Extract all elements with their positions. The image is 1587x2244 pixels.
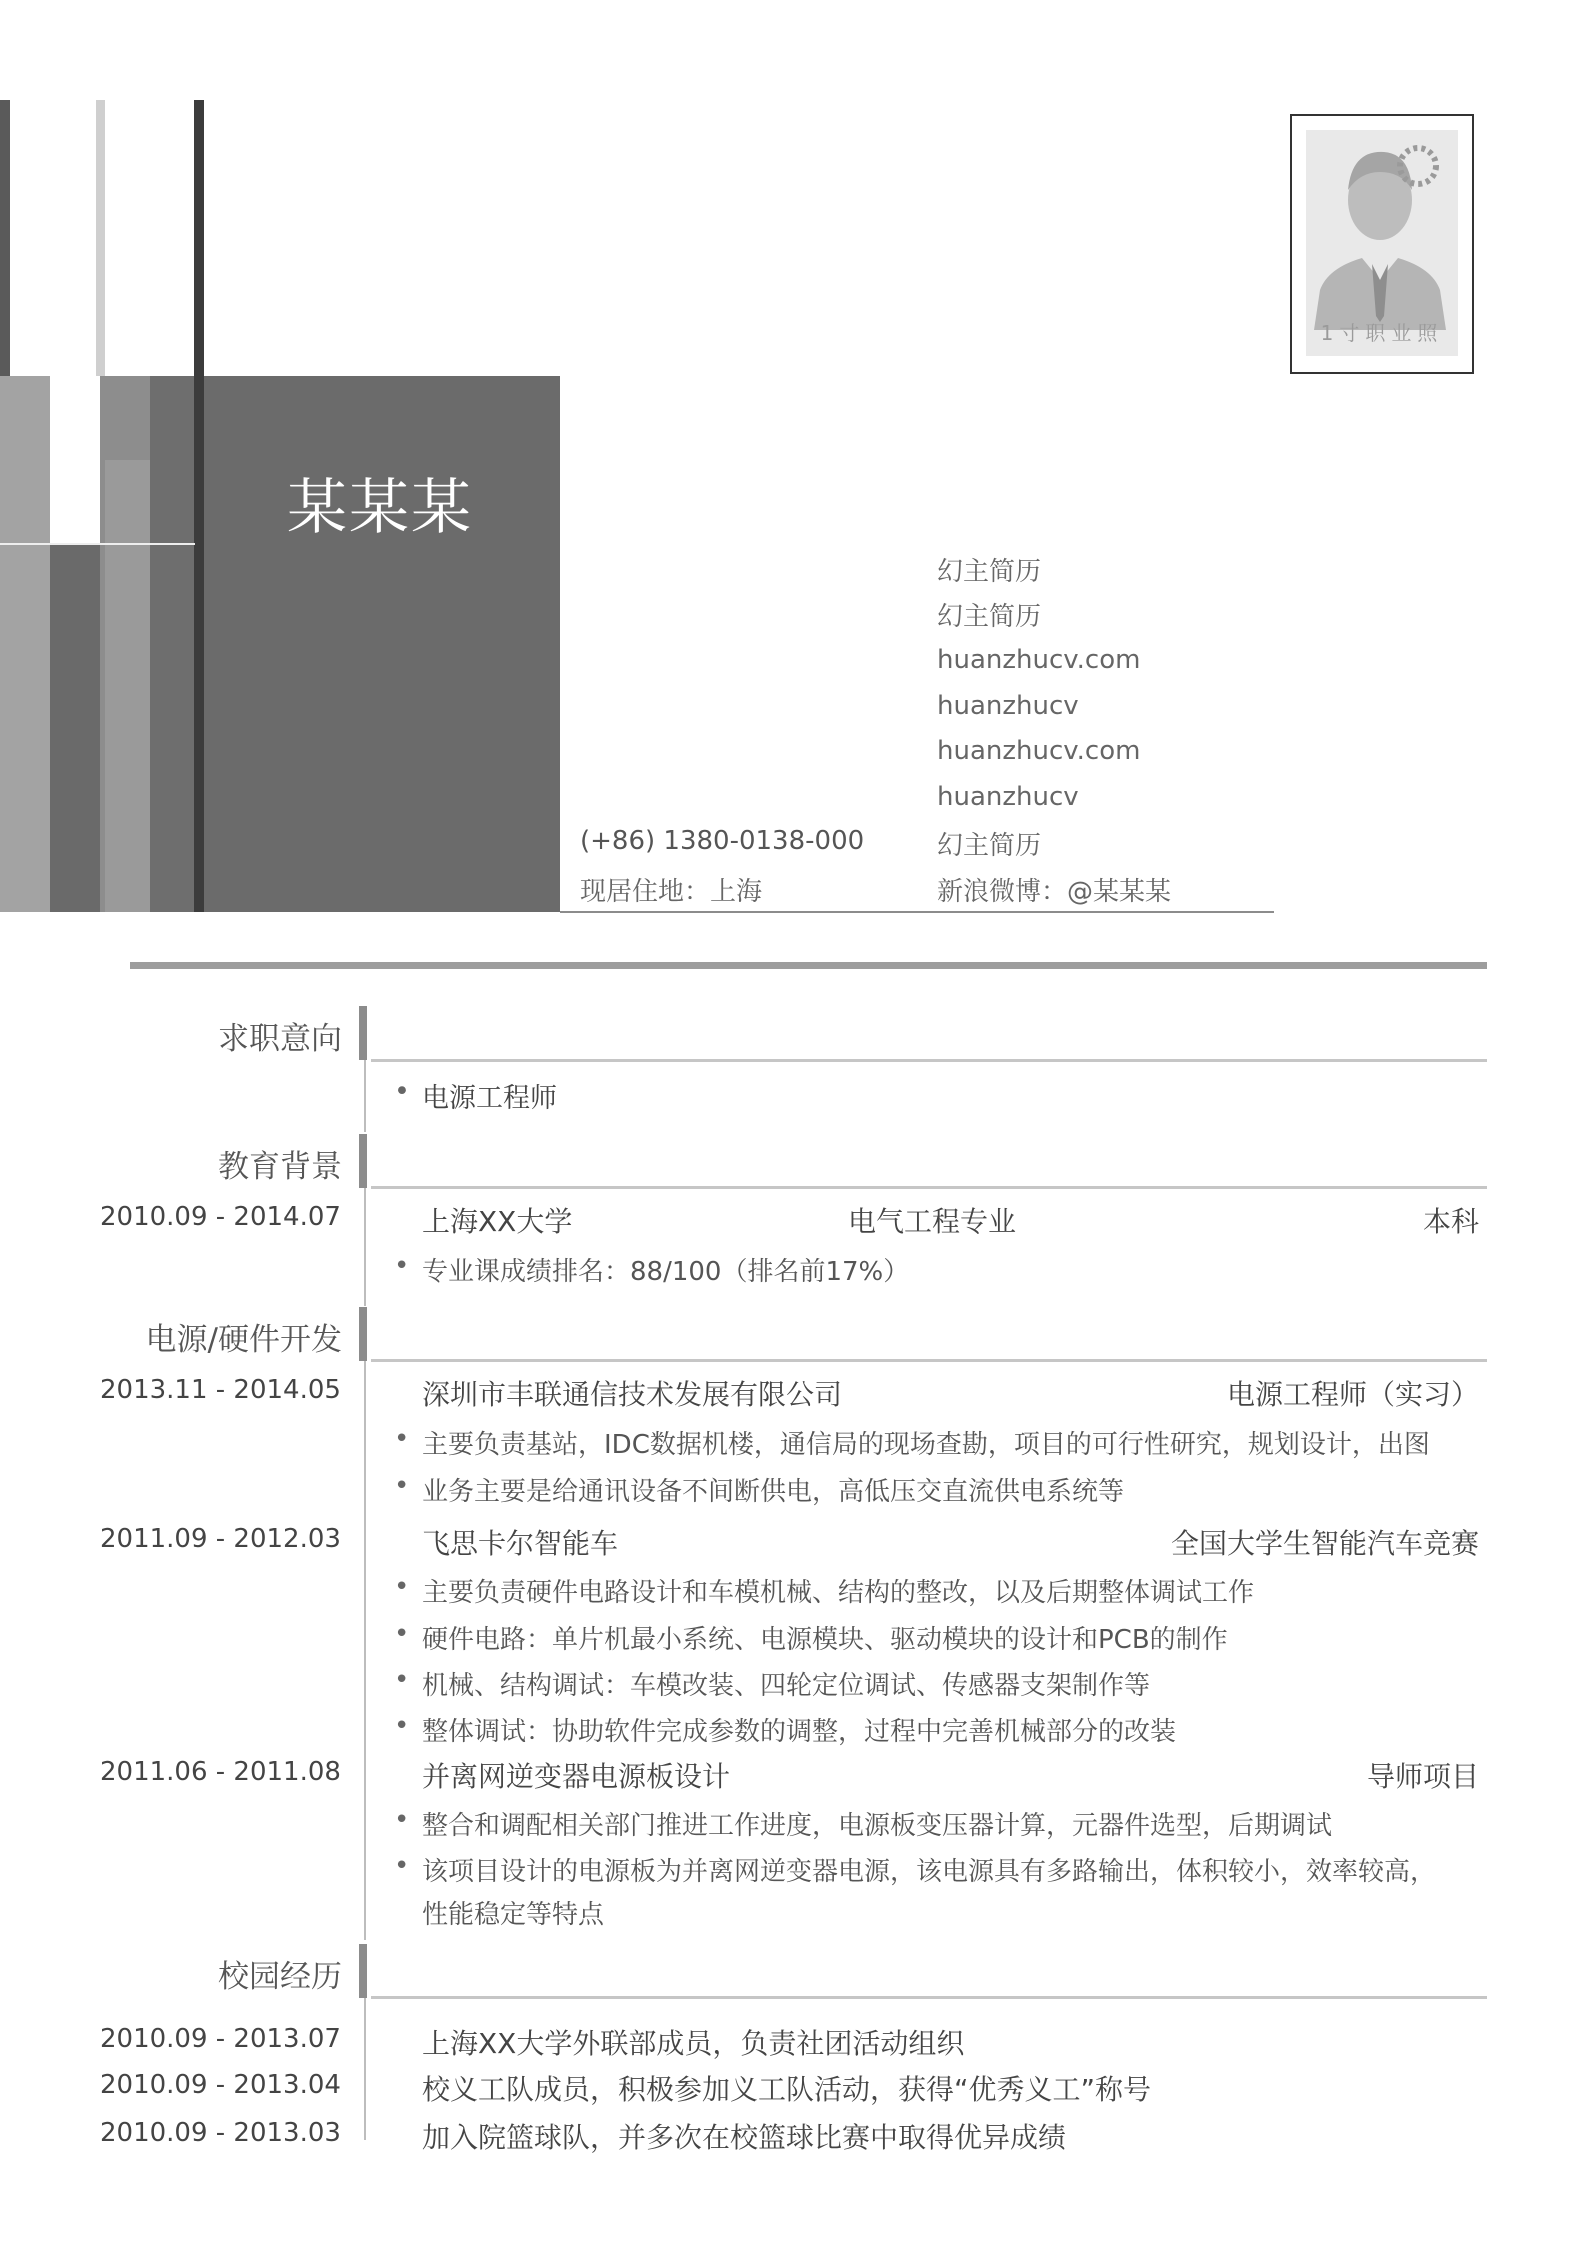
contact-line: huanzhucv.com xyxy=(937,736,1141,766)
section-title-objective: 求职意向 xyxy=(218,1021,342,1057)
divider xyxy=(130,962,1487,969)
experience-date: 2011.09 - 2012.03 xyxy=(100,1524,341,1554)
timeline-line xyxy=(364,1996,366,2140)
campus-item: 上海XX大学外联部成员，负责社团活动组织 xyxy=(422,2027,965,2060)
experience-role: 全国大学生智能汽车竞赛 xyxy=(1170,1527,1479,1560)
phone: (+86) 1380-0138-000 xyxy=(580,826,865,856)
campus-item: 加入院篮球队，并多次在校篮球比赛中取得优异成绩 xyxy=(422,2121,1067,2154)
deco-bar xyxy=(50,543,100,912)
section-title-campus: 校园经历 xyxy=(218,1959,342,1995)
bullet-text: 该项目设计的电源板为并离网逆变器电源，该电源具有多路输出，体积较小，效率较高， xyxy=(422,1857,1437,1887)
section-line xyxy=(371,1996,1487,1999)
contact-line: huanzhucv xyxy=(937,691,1079,721)
photo-frame xyxy=(1306,130,1458,356)
deco-bar xyxy=(150,376,195,912)
campus-date: 2010.09 - 2013.04 xyxy=(100,2070,341,2100)
school-name: 上海XX大学 xyxy=(422,1205,573,1238)
bullet-text: 整合和调配相关部门推进工作进度，电源板变压器计算，元器件选型，后期调试 xyxy=(422,1811,1333,1841)
section-line xyxy=(371,1059,1487,1062)
contact-line: 幻主简历 xyxy=(937,831,1042,861)
experience-org: 飞思卡尔智能车 xyxy=(422,1527,619,1560)
section-marker xyxy=(359,1006,367,1060)
residence: 现居住地：上海 xyxy=(580,877,763,907)
bullet-text: 主要负责基站，IDC数据机楼，通信局的现场查勘，项目的可行性研究，规划设计，出图 xyxy=(422,1430,1430,1460)
campus-date: 2010.09 - 2013.03 xyxy=(100,2118,341,2148)
contact-line: 幻主简历 xyxy=(937,602,1042,632)
contact-line: huanzhucv.com xyxy=(937,645,1141,675)
experience-date: 2011.06 - 2011.08 xyxy=(100,1757,341,1787)
bullet-continuation: 性能稳定等特点 xyxy=(422,1900,605,1930)
bullet-text: 硬件电路：单片机最小系统、电源模块、驱动模块的设计和PCB的制作 xyxy=(422,1625,1228,1655)
deco-bar xyxy=(0,376,50,912)
bullet-text: 专业课成绩排名：88/100（排名前17%） xyxy=(422,1257,910,1287)
section-line xyxy=(371,1186,1487,1189)
section-title-experience: 电源/硬件开发 xyxy=(145,1322,342,1358)
bullet-text: 业务主要是给通讯设备不间断供电，高低压交直流供电系统等 xyxy=(422,1477,1125,1507)
contact-line: huanzhucv xyxy=(937,782,1079,812)
deco-bar xyxy=(96,100,105,376)
section-marker xyxy=(359,1944,367,1998)
timeline-line xyxy=(364,1360,366,1940)
experience-role: 导师项目 xyxy=(1366,1760,1479,1793)
degree: 本科 xyxy=(1422,1205,1479,1238)
section-marker xyxy=(359,1134,367,1188)
major: 电气工程专业 xyxy=(848,1205,1017,1238)
bullet-text: 机械、结构调试：车模改装、四轮定位调试、传感器支架制作等 xyxy=(422,1671,1151,1701)
section-marker xyxy=(359,1307,367,1361)
bullet-text: 整体调试：协助软件完成参数的调整，过程中完善机械部分的改装 xyxy=(422,1717,1177,1747)
experience-date: 2013.11 - 2014.05 xyxy=(100,1375,341,1405)
profile-photo xyxy=(1290,114,1474,374)
deco-bar xyxy=(105,460,150,912)
campus-date: 2010.09 - 2013.07 xyxy=(100,2024,341,2054)
objective-text: 电源工程师 xyxy=(422,1083,557,1114)
experience-org: 并离网逆变器电源板设计 xyxy=(422,1760,731,1793)
experience-role: 电源工程师（实习） xyxy=(1226,1378,1479,1411)
section-title-education: 教育背景 xyxy=(218,1149,342,1185)
experience-org: 深圳市丰联通信技术发展有限公司 xyxy=(422,1378,843,1411)
weibo: 新浪微博：@某某某 xyxy=(937,877,1172,907)
timeline-line xyxy=(364,1186,366,1306)
deco-bar xyxy=(0,100,10,376)
education-date: 2010.09 - 2014.07 xyxy=(100,1202,341,1232)
section-line xyxy=(371,1359,1487,1362)
contact-line: 幻主简历 xyxy=(937,557,1042,587)
divider xyxy=(560,911,1274,913)
person-silhouette-icon xyxy=(1306,130,1458,330)
candidate-name: 某某某 xyxy=(287,473,473,543)
timeline-line xyxy=(364,1060,366,1132)
campus-item: 校义工队成员，积极参加义工队活动，获得“优秀义工”称号 xyxy=(422,2073,1152,2106)
photo-caption: 1寸职业照 xyxy=(1320,321,1444,345)
bullet-text: 主要负责硬件电路设计和车模机械、结构的整改，以及后期整体调试工作 xyxy=(422,1578,1255,1608)
name-panel xyxy=(204,376,560,912)
